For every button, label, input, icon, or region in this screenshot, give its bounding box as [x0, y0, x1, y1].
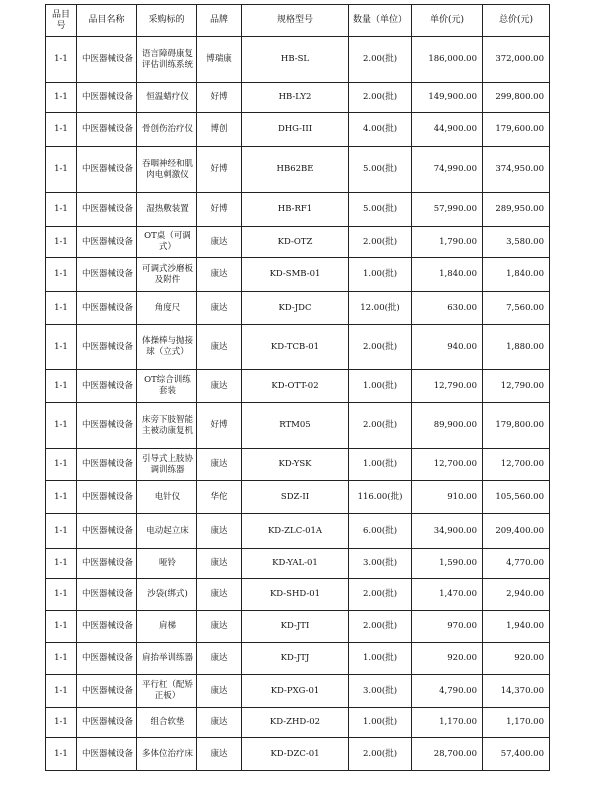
- procurement-table: [45, 4, 550, 771]
- table-row: [46, 549, 550, 579]
- cell-model: KD-YAL-01: [242, 549, 349, 579]
- cell-unit-price: 1,590.00: [412, 549, 483, 579]
- cell-category: 中医器械设备: [77, 708, 137, 738]
- cell-item: 角度尺: [137, 292, 197, 325]
- cell-item: 语言障碍康复评估训练系统: [137, 37, 197, 83]
- cell-qty: 2.00(批): [349, 325, 412, 370]
- cell-qty: 2.00(批): [349, 37, 412, 83]
- cell-brand: 康达: [197, 258, 242, 292]
- cell-code: 1-1: [46, 514, 77, 549]
- cell-brand: 康达: [197, 325, 242, 370]
- cell-category: 中医器械设备: [77, 481, 137, 514]
- cell-category: 中医器械设备: [77, 403, 137, 449]
- cell-code: 1-1: [46, 37, 77, 83]
- cell-model: KD-ZLC-01A: [242, 514, 349, 549]
- table-row: [46, 643, 550, 675]
- cell-code: 1-1: [46, 738, 77, 771]
- cell-total: 7,560.00: [483, 292, 550, 325]
- cell-item: 肩抬举训练器: [137, 643, 197, 675]
- table-row: [46, 514, 550, 549]
- cell-item: 可调式沙磨板及附件: [137, 258, 197, 292]
- cell-unit-price: 1,170.00: [412, 708, 483, 738]
- cell-total: 374,950.00: [483, 147, 550, 193]
- cell-total: 4,770.00: [483, 549, 550, 579]
- cell-code: 1-1: [46, 325, 77, 370]
- header-item: 采购标的: [137, 5, 197, 37]
- cell-brand: 康达: [197, 449, 242, 481]
- cell-brand: 康达: [197, 514, 242, 549]
- cell-qty: 5.00(批): [349, 193, 412, 227]
- cell-brand: 康达: [197, 611, 242, 643]
- cell-total: 1,170.00: [483, 708, 550, 738]
- cell-brand: 好博: [197, 403, 242, 449]
- cell-model: SDZ-II: [242, 481, 349, 514]
- cell-category: 中医器械设备: [77, 193, 137, 227]
- cell-unit-price: 1,840.00: [412, 258, 483, 292]
- cell-qty: 116.00(批): [349, 481, 412, 514]
- cell-category: 中医器械设备: [77, 83, 137, 113]
- table-body: [46, 37, 550, 771]
- cell-unit-price: 970.00: [412, 611, 483, 643]
- cell-item: 体操棒与抛接球（立式）: [137, 325, 197, 370]
- cell-brand: 康达: [197, 643, 242, 675]
- table-row: [46, 227, 550, 258]
- cell-code: 1-1: [46, 147, 77, 193]
- cell-total: 2,940.00: [483, 579, 550, 611]
- cell-qty: 1.00(批): [349, 708, 412, 738]
- cell-model: KD-SHD-01: [242, 579, 349, 611]
- cell-item: 床旁下肢智能主被动康复机: [137, 403, 197, 449]
- cell-total: 12,700.00: [483, 449, 550, 481]
- cell-unit-price: 28,700.00: [412, 738, 483, 771]
- cell-unit-price: 57,990.00: [412, 193, 483, 227]
- header-total: 总价(元): [483, 5, 550, 37]
- cell-item: 湿热敷装置: [137, 193, 197, 227]
- cell-brand: 好博: [197, 147, 242, 193]
- cell-total: 105,560.00: [483, 481, 550, 514]
- cell-code: 1-1: [46, 113, 77, 147]
- cell-category: 中医器械设备: [77, 579, 137, 611]
- cell-code: 1-1: [46, 193, 77, 227]
- cell-category: 中医器械设备: [77, 325, 137, 370]
- cell-qty: 2.00(批): [349, 738, 412, 771]
- cell-item: OT综合训练套装: [137, 370, 197, 403]
- cell-total: 289,950.00: [483, 193, 550, 227]
- cell-item: 平行杠（配矫正板）: [137, 675, 197, 708]
- cell-total: 57,400.00: [483, 738, 550, 771]
- cell-brand: 好博: [197, 83, 242, 113]
- table-row: [46, 449, 550, 481]
- cell-model: KD-ZHD-02: [242, 708, 349, 738]
- cell-unit-price: 1,470.00: [412, 579, 483, 611]
- cell-total: 12,790.00: [483, 370, 550, 403]
- cell-total: 179,800.00: [483, 403, 550, 449]
- procurement-table-sheet: [45, 4, 549, 771]
- cell-code: 1-1: [46, 292, 77, 325]
- cell-brand: 华佗: [197, 481, 242, 514]
- header-unit-price: 单价(元): [412, 5, 483, 37]
- cell-qty: 6.00(批): [349, 514, 412, 549]
- cell-qty: 1.00(批): [349, 370, 412, 403]
- cell-unit-price: 149,900.00: [412, 83, 483, 113]
- cell-unit-price: 12,790.00: [412, 370, 483, 403]
- cell-unit-price: 34,900.00: [412, 514, 483, 549]
- cell-total: 920.00: [483, 643, 550, 675]
- cell-unit-price: 910.00: [412, 481, 483, 514]
- table-row: [46, 403, 550, 449]
- cell-category: 中医器械设备: [77, 514, 137, 549]
- cell-category: 中医器械设备: [77, 37, 137, 83]
- table-row: [46, 193, 550, 227]
- cell-model: KD-SMB-01: [242, 258, 349, 292]
- cell-model: KD-JTJ: [242, 643, 349, 675]
- cell-qty: 2.00(批): [349, 227, 412, 258]
- cell-total: 179,600.00: [483, 113, 550, 147]
- table-row: [46, 113, 550, 147]
- table-row: [46, 611, 550, 643]
- cell-code: 1-1: [46, 449, 77, 481]
- cell-code: 1-1: [46, 708, 77, 738]
- table-row: [46, 738, 550, 771]
- table-row: [46, 579, 550, 611]
- cell-model: HB-SL: [242, 37, 349, 83]
- cell-code: 1-1: [46, 549, 77, 579]
- cell-category: 中医器械设备: [77, 549, 137, 579]
- table-row: [46, 292, 550, 325]
- cell-unit-price: 186,000.00: [412, 37, 483, 83]
- cell-category: 中医器械设备: [77, 611, 137, 643]
- cell-qty: 2.00(批): [349, 611, 412, 643]
- cell-item: 恒温蜡疗仪: [137, 83, 197, 113]
- cell-unit-price: 630.00: [412, 292, 483, 325]
- cell-qty: 3.00(批): [349, 549, 412, 579]
- cell-brand: 博创: [197, 113, 242, 147]
- cell-item: 骨创伤治疗仪: [137, 113, 197, 147]
- header-category: 品目名称: [77, 5, 137, 37]
- cell-unit-price: 1,790.00: [412, 227, 483, 258]
- cell-code: 1-1: [46, 403, 77, 449]
- cell-code: 1-1: [46, 643, 77, 675]
- cell-total: 14,370.00: [483, 675, 550, 708]
- cell-qty: 1.00(批): [349, 449, 412, 481]
- cell-brand: 康达: [197, 675, 242, 708]
- cell-item: 肩梯: [137, 611, 197, 643]
- cell-unit-price: 12,700.00: [412, 449, 483, 481]
- cell-model: DHG-III: [242, 113, 349, 147]
- cell-item: 组合软垫: [137, 708, 197, 738]
- cell-item: 电动起立床: [137, 514, 197, 549]
- cell-code: 1-1: [46, 258, 77, 292]
- cell-brand: 康达: [197, 738, 242, 771]
- cell-model: HB-RF1: [242, 193, 349, 227]
- cell-item: 哑铃: [137, 549, 197, 579]
- table-row: [46, 481, 550, 514]
- cell-brand: 好博: [197, 193, 242, 227]
- cell-brand: 康达: [197, 549, 242, 579]
- header-code: 品目号: [46, 5, 77, 37]
- cell-total: 3,580.00: [483, 227, 550, 258]
- cell-brand: 博瑞康: [197, 37, 242, 83]
- cell-total: 209,400.00: [483, 514, 550, 549]
- cell-qty: 12.00(批): [349, 292, 412, 325]
- cell-model: KD-JTI: [242, 611, 349, 643]
- header-row: [46, 5, 550, 37]
- cell-unit-price: 920.00: [412, 643, 483, 675]
- cell-total: 1,840.00: [483, 258, 550, 292]
- cell-model: HB-LY2: [242, 83, 349, 113]
- cell-model: KD-OTZ: [242, 227, 349, 258]
- cell-model: KD-JDC: [242, 292, 349, 325]
- cell-code: 1-1: [46, 227, 77, 258]
- cell-model: KD-DZC-01: [242, 738, 349, 771]
- table-row: [46, 37, 550, 83]
- cell-category: 中医器械设备: [77, 675, 137, 708]
- cell-model: KD-PXG-01: [242, 675, 349, 708]
- cell-code: 1-1: [46, 370, 77, 403]
- cell-model: HB62BE: [242, 147, 349, 193]
- cell-brand: 康达: [197, 579, 242, 611]
- cell-qty: 5.00(批): [349, 147, 412, 193]
- cell-category: 中医器械设备: [77, 370, 137, 403]
- cell-qty: 1.00(批): [349, 643, 412, 675]
- cell-item: 电针仪: [137, 481, 197, 514]
- cell-unit-price: 74,990.00: [412, 147, 483, 193]
- header-qty: 数量（单位）: [349, 5, 412, 37]
- cell-qty: 2.00(批): [349, 83, 412, 113]
- cell-code: 1-1: [46, 675, 77, 708]
- cell-item: 沙袋(绑式): [137, 579, 197, 611]
- cell-category: 中医器械设备: [77, 738, 137, 771]
- cell-unit-price: 4,790.00: [412, 675, 483, 708]
- cell-code: 1-1: [46, 579, 77, 611]
- cell-total: 372,000.00: [483, 37, 550, 83]
- table-row: [46, 675, 550, 708]
- cell-brand: 康达: [197, 292, 242, 325]
- cell-qty: 1.00(批): [349, 258, 412, 292]
- table-row: [46, 83, 550, 113]
- table-row: [46, 708, 550, 738]
- table-row: [46, 370, 550, 403]
- cell-code: 1-1: [46, 83, 77, 113]
- cell-code: 1-1: [46, 611, 77, 643]
- cell-model: KD-TCB-01: [242, 325, 349, 370]
- cell-model: RTM05: [242, 403, 349, 449]
- cell-unit-price: 44,900.00: [412, 113, 483, 147]
- cell-category: 中医器械设备: [77, 258, 137, 292]
- cell-brand: 康达: [197, 227, 242, 258]
- cell-model: KD-OTT-02: [242, 370, 349, 403]
- cell-total: 1,880.00: [483, 325, 550, 370]
- table-row: [46, 147, 550, 193]
- cell-item: OT桌（可调式）: [137, 227, 197, 258]
- table-row: [46, 258, 550, 292]
- cell-item: 吞咽神经和肌肉电刺激仪: [137, 147, 197, 193]
- cell-qty: 3.00(批): [349, 675, 412, 708]
- cell-item: 引导式上肢协调训练器: [137, 449, 197, 481]
- table-row: [46, 325, 550, 370]
- cell-category: 中医器械设备: [77, 449, 137, 481]
- cell-brand: 康达: [197, 708, 242, 738]
- cell-item: 多体位治疗床: [137, 738, 197, 771]
- cell-qty: 2.00(批): [349, 403, 412, 449]
- cell-total: 1,940.00: [483, 611, 550, 643]
- cell-model: KD-YSK: [242, 449, 349, 481]
- cell-unit-price: 940.00: [412, 325, 483, 370]
- cell-brand: 康达: [197, 370, 242, 403]
- cell-category: 中医器械设备: [77, 643, 137, 675]
- cell-category: 中医器械设备: [77, 292, 137, 325]
- cell-code: 1-1: [46, 481, 77, 514]
- header-brand: 品牌: [197, 5, 242, 37]
- cell-unit-price: 89,900.00: [412, 403, 483, 449]
- cell-category: 中医器械设备: [77, 113, 137, 147]
- cell-qty: 2.00(批): [349, 579, 412, 611]
- cell-total: 299,800.00: [483, 83, 550, 113]
- cell-qty: 4.00(批): [349, 113, 412, 147]
- cell-category: 中医器械设备: [77, 147, 137, 193]
- cell-category: 中医器械设备: [77, 227, 137, 258]
- header-model: 规格型号: [242, 5, 349, 37]
